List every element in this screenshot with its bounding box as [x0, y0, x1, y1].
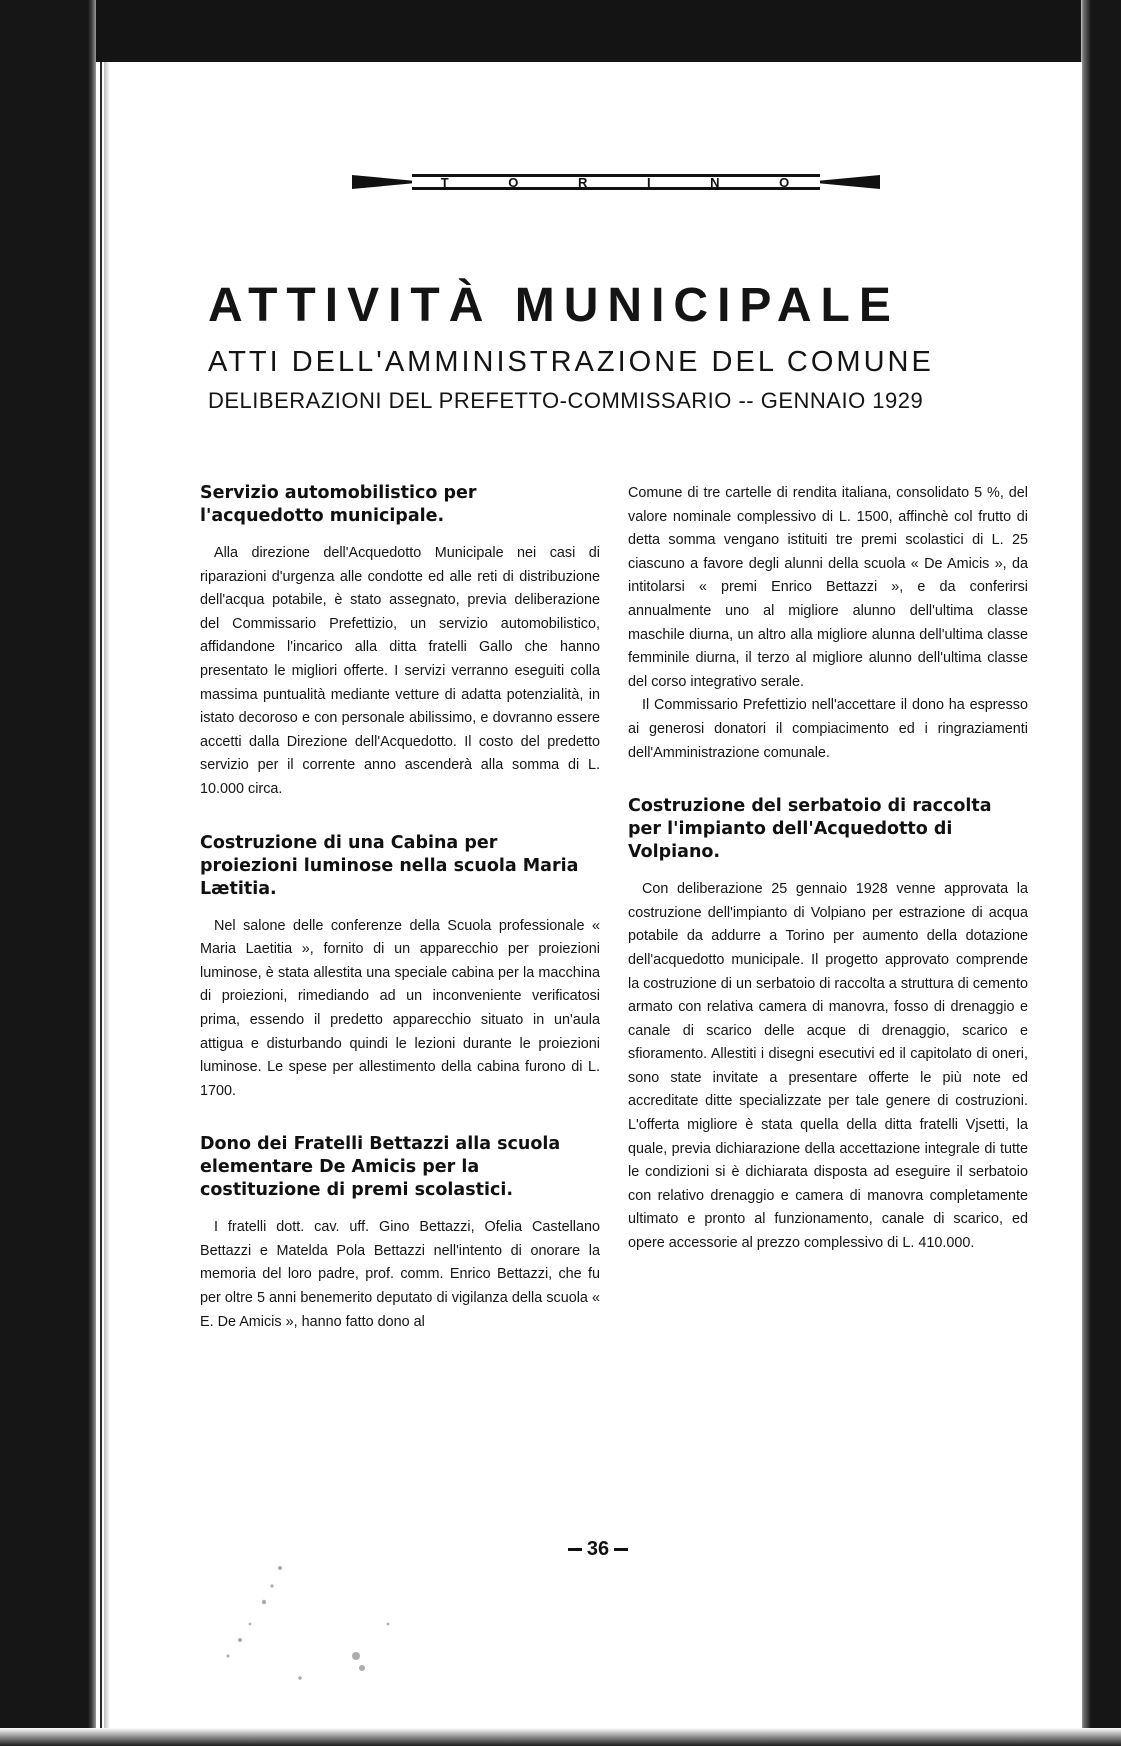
article-heading: Dono dei Fratelli Bettazzi alla scuola elementare De Amicis per la costituzione di premi scolastici.	[200, 1134, 561, 1201]
article-volpiano-reservoir	[628, 795, 1028, 1256]
scan-border-left	[0, 0, 96, 1746]
section-spacer	[628, 765, 1028, 795]
masthead-left-ornament	[352, 175, 412, 189]
page-title: ATTIVITÀ MUNICIPALE	[208, 279, 900, 332]
article-body: Nel salone delle conferenze della Scuola professionale « Maria Laetitia », fornito di un apparecchio per proiezioni luminose, è stata allestita una speciale cabina per la macchina di proiezioni, rimediando ad un inconveniente verificatosi prima, essendo il predetto apparecchio situato in un'aula attigua e disturbando quindi le lezioni durante le proiezioni luminose. Le spese per allestimento della cabina furono di L. 1700.	[200, 917, 600, 1099]
article-heading: Costruzione di una Cabina per proiezioni luminose nella scuola Maria Lætitia.	[200, 832, 579, 899]
masthead-letter: N	[710, 174, 722, 190]
article-heading: Costruzione del serbatoio di raccolta per l'impianto dell'Acquedotto di Volpiano.	[628, 796, 992, 863]
masthead-right-ornament	[820, 175, 880, 189]
left-column	[200, 482, 600, 1334]
article-automobile-service	[200, 482, 600, 802]
masthead-letter: O	[508, 174, 521, 190]
scan-smudge	[180, 1528, 420, 1688]
article-body: Il Commissario Prefettizio nell'accettare il dono ha espresso ai generosi donatori il compiacimento ed i ringraziamenti dell'Amministrazione comunale.	[628, 697, 1028, 761]
article-body: Alla direzione dell'Acquedotto Municipale nei casi di riparazioni d'urgenza alle condotte ed alle reti di distribuzione dell'acqua potabile, è stato assegnato, previa deliberazione del Commissario Prefettizio, un servizio automobilistico, affidandone l'incarico alla ditta fratelli Gallo che hanno presentato le migliori offerte. I servizi verranno eseguiti colla massima puntualità mediante vetture di adatta potenzialità, in istato decoroso e con personale abilissimo, e dovranno essere accetti dalla Direzione dell'Acquedotto. Il costo del predetto servizio per il corrente anno ascenderà alla somma di L. 10.000 circa.	[200, 545, 600, 797]
page-subtitle: ATTI DELL'AMMINISTRAZIONE DEL COMUNE	[208, 346, 934, 378]
article-bettazzi-donation	[200, 1133, 600, 1334]
page-number-dash-right	[614, 1548, 628, 1551]
masthead-letter: I	[646, 174, 653, 190]
article-body: Con deliberazione 25 gennaio 1928 venne approvata la costruzione dell'impianto di Volpiano per estrazione di acqua potabile da addurre a Torino per aumento della dotazione dell'acquedotto municipale. Il progetto approvato comprende la costruzione di un serbatoio di raccolta a struttura di cemento armato con relativa camera di manovra, fosso di drenaggio e canale di scarico delle acque di drenaggio, scarico e sfioramento. Allestiti i disegni esecutivi ed il capitolato di oneri, sono state invitate a presentare offerte le più note ed accreditate ditte specializzate per tale genere di costruzioni. L'offerta migliore è stata quella della ditta fratelli Vjsetti, la quale, previa dichiarazione della accettazione integrale di tutte le condizioni si è dichiarata disposta ad eseguire il serbatoio con relativo drenaggio e camera di manovra completamente ultimato e pronto al funzionamento, canale di scarico, ed opere accessorie al prezzo complessivo di L. 410.000.	[628, 881, 1028, 1252]
article-bettazzi-continuation	[628, 482, 1028, 765]
masthead-letter: T	[440, 174, 451, 190]
masthead-letter: R	[577, 174, 590, 190]
scan-border-bottom	[0, 1728, 1121, 1746]
page-subtitle-secondary: DELIBERAZIONI DEL PREFETTO-COMMISSARIO -- GENNAIO 1929	[208, 388, 924, 413]
scan-border-right	[1081, 0, 1121, 1746]
page-number-value: 36	[586, 1538, 610, 1560]
article-heading: Servizio automobilistico per l'acquedotto municipale.	[200, 483, 477, 526]
masthead-letter: O	[779, 174, 792, 190]
page-number	[538, 1538, 658, 1561]
article-body: Comune di tre cartelle di rendita italiana, consolidato 5 %, del valore nominale complessivo di L. 1500, affinchè col frutto di detta somma vengano istituiti tre premi scolastici di L. 25 ciascuno a favore degli alunni della scuola « De Amicis », da intitolarsi « premi Enrico Bettazzi », e da conferirsi annualmente uno al migliore alunno dell'ultima classe maschile diurna, un altro alla migliore alunna dell'ultima classe femminile diurna, il terzo al migliore alunno dell'ultima classe del corso integrativo serale.	[628, 485, 1028, 690]
masthead-banner	[352, 173, 880, 191]
right-column	[628, 482, 1028, 1256]
masthead-letters	[412, 174, 820, 190]
section-spacer	[200, 802, 600, 832]
page-gutter-shadow	[104, 62, 110, 1728]
page-number-dash-left	[568, 1548, 582, 1551]
article-body: I fratelli dott. cav. uff. Gino Bettazzi, Ofelia Castellano Bettazzi e Matelda Pola Bettazzi nell'intento di onorare la memoria del loro padre, prof. comm. Enrico Bettazzi, che fu per oltre 5 anni benemerito deputato di vigilanza della scuola « E. De Amicis », hanno fatto dono al	[200, 1219, 600, 1330]
article-projection-cabin	[200, 832, 600, 1104]
scan-border-top	[0, 0, 1121, 62]
section-spacer	[200, 1103, 600, 1133]
